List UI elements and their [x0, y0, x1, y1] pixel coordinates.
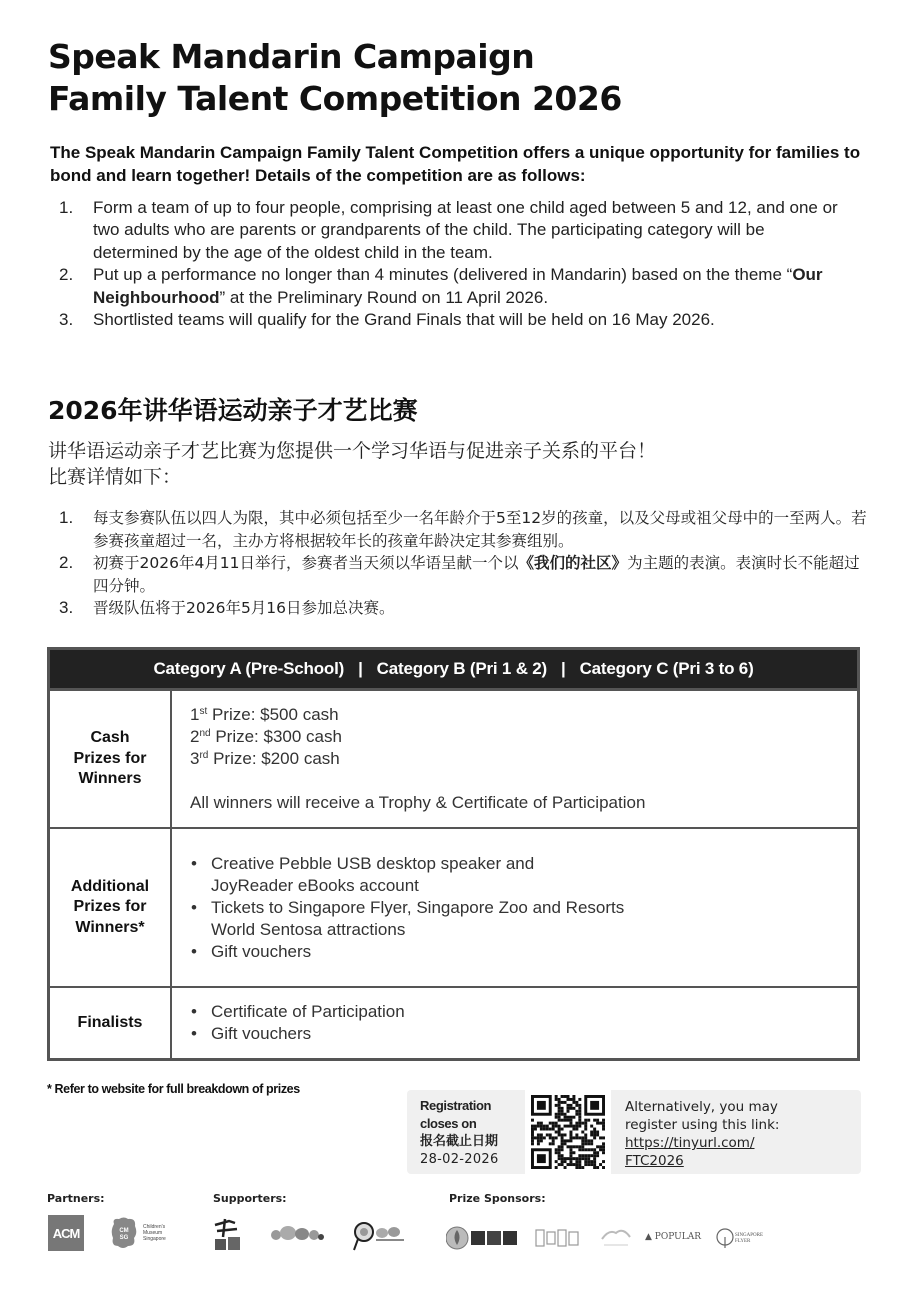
- flyer-wheel-icon: [716, 1227, 734, 1249]
- category-header: [49, 649, 859, 690]
- category-b: Category B (Pri 1 & 2): [376, 659, 548, 678]
- prize-place: 3: [190, 749, 200, 768]
- row-content: [171, 690, 859, 829]
- prize-place: 1: [190, 705, 200, 724]
- list-number: 3.: [59, 598, 74, 618]
- theme-emphasis: 《我们的社区》: [518, 554, 628, 573]
- prize-footnote: * Refer to website for full breakdown of prizes: [47, 1082, 300, 1096]
- list-number: 2.: [59, 265, 74, 285]
- row-content: [171, 987, 859, 1060]
- sponsors-label: Prize Sponsors:: [449, 1192, 546, 1205]
- list-text: 初赛于2026年4月11日举行，参赛者当天须以华语呈献一个以: [93, 554, 519, 573]
- prize-suffix: st: [199, 706, 208, 717]
- prize-table: [47, 647, 860, 1061]
- list-number: 2.: [59, 553, 74, 573]
- finalist-prize-list: [190, 1001, 857, 1045]
- prize-suffix: nd: [199, 728, 211, 739]
- qr-code-icon: [531, 1095, 605, 1169]
- alt-text: register using this link:: [625, 1117, 780, 1133]
- details-list-chinese: [50, 507, 870, 620]
- registration-box: [407, 1090, 861, 1174]
- list-item: • Tickets to Singapore Flyer, Singapore Zoo and Resorts World Sentosa attractions: [190, 897, 641, 941]
- row-label: Finalists: [49, 987, 172, 1060]
- table-row-additional-prizes: [49, 828, 859, 987]
- list-item: • Creative Pebble USB desktop speaker and JoyReader eBooks account: [190, 853, 611, 897]
- list-text: Shortlisted teams will qualify for the Grand Finals that will be held on 16 May 2026.: [93, 310, 715, 330]
- acm-logo: ACM: [48, 1215, 84, 1251]
- additional-prize-list: [190, 853, 857, 963]
- popular-text: POPULAR: [654, 1232, 701, 1242]
- cmsg-text: [143, 1224, 166, 1242]
- list-text: 为主题的表演。表演时长不能超过四分钟。: [93, 554, 860, 595]
- singapore-flyer-logo: [716, 1227, 766, 1251]
- chinese-title: 2026年讲华语运动亲子才艺比赛: [48, 396, 418, 425]
- popular-icon: ▲: [645, 1232, 655, 1242]
- category-separator: |: [358, 659, 363, 678]
- page-title: [48, 36, 622, 120]
- svg-text:SG: SG: [119, 1235, 129, 1241]
- category-c: Category C (Pri 3 to 6): [579, 659, 754, 678]
- registration-link-part[interactable]: FTC2026: [625, 1153, 684, 1169]
- list-item: • Gift vouchers: [190, 941, 857, 963]
- flyer-text: [735, 1233, 763, 1245]
- sponsor-logo-1: [446, 1225, 520, 1251]
- prize-line: [190, 704, 857, 726]
- list-item: [50, 197, 850, 264]
- table-row-finalists: [49, 987, 859, 1060]
- registration-link-part[interactable]: https://tinyurl.com/: [625, 1135, 755, 1151]
- theme-emphasis: Our Neighbourhood: [93, 265, 823, 307]
- category-separator: |: [561, 659, 566, 678]
- trophy-note: All winners will receive a Trophy & Certificate of Participation: [190, 793, 646, 812]
- svg-text:CM: CM: [119, 1228, 129, 1234]
- title-line-2: Family Talent Competition 2026: [48, 79, 622, 118]
- list-number: 1.: [59, 198, 74, 217]
- supporter-logo-3: [352, 1220, 408, 1252]
- flyer-text-line: FLYER: [735, 1239, 751, 1244]
- prize-text: Prize: $300 cash: [210, 727, 342, 746]
- cmsg-text-line: Children's: [143, 1224, 166, 1230]
- list-item: [50, 597, 870, 620]
- cmsg-text-line: Museum: [143, 1230, 163, 1236]
- list-item: • Certificate of Participation: [190, 1001, 857, 1023]
- row-label: [49, 690, 172, 829]
- row-label-text: Additional Prizes for Winners*: [70, 877, 150, 936]
- childrens-museum-logo: [110, 1216, 170, 1250]
- details-list-english: [50, 197, 850, 331]
- sponsor-logo-3: [599, 1225, 633, 1251]
- intro-english: The Speak Mandarin Campaign Family Talent Competition offers a unique opportunity for families to bond and learn together! Details of the competition are as follows:: [50, 143, 861, 185]
- row-content: [171, 828, 859, 987]
- list-text: 晋级队伍将于2026年5月16日参加总决赛。: [93, 599, 395, 618]
- prize-text: Prize: $500 cash: [207, 705, 339, 724]
- list-item: [50, 552, 870, 597]
- table-row-cash-prizes: [49, 690, 859, 829]
- registration-link[interactable]: [625, 1135, 755, 1169]
- intro-chinese-line-1: 讲华语运动亲子才艺比赛为您提供一个学习华语与促进亲子关系的平台！: [48, 440, 657, 462]
- sponsor-logo-2: [534, 1227, 580, 1249]
- list-text: ” at the Preliminary Round on 11 April 2026.: [219, 287, 549, 307]
- title-line-1: Speak Mandarin Campaign: [48, 37, 535, 76]
- list-number: 3.: [59, 310, 74, 330]
- supporter-logo-1: [213, 1217, 243, 1253]
- registration-deadline: [420, 1097, 520, 1169]
- qr-code[interactable]: [525, 1090, 611, 1174]
- cmsg-icon: [110, 1216, 138, 1250]
- prize-line: [190, 748, 857, 770]
- prize-place: 2: [190, 727, 200, 746]
- popular-logo: [645, 1232, 701, 1242]
- supporter-logo-2: [270, 1223, 326, 1245]
- row-label: [49, 828, 172, 987]
- registration-label: closes on: [420, 1116, 477, 1131]
- intro-chinese-line-2: 比赛详情如下：: [48, 466, 182, 488]
- list-text: 每支参赛队伍以四人为限，其中必须包括至少一名年龄介于5至12岁的孩童，以及父母或祖父母中的一至两人。若参赛孩童超过一名，主办方将根据较年长的孩童年龄决定其参赛组别。: [93, 509, 867, 550]
- category-a: Category A (Pre-School): [153, 659, 345, 678]
- intro-chinese: [48, 438, 868, 490]
- prize-text: Prize: $200 cash: [208, 749, 340, 768]
- registration-link-block: [625, 1098, 855, 1170]
- prize-suffix: rd: [199, 750, 209, 761]
- list-text: Put up a performance no longer than 4 minutes (delivered in Mandarin) based on the theme “: [93, 265, 793, 285]
- alt-text: Alternatively, you may: [625, 1099, 778, 1115]
- registration-label: Registration: [420, 1098, 492, 1113]
- supporters-label: Supporters:: [213, 1192, 287, 1205]
- list-item: [50, 507, 870, 552]
- list-item: • Gift vouchers: [190, 1023, 857, 1045]
- flyer-text-line: SINGAPORE: [735, 1233, 764, 1238]
- registration-label-chinese: 报名截止日期: [420, 1134, 499, 1149]
- list-item: [50, 309, 850, 331]
- partners-label: Partners:: [47, 1192, 105, 1205]
- list-text: Form a team of up to four people, comprising at least one child aged between 5 and 12, and one or two adults who are parents or grandparents of the child. The participating category will be determined by the age of the oldest child in the team.: [93, 198, 838, 262]
- row-label-text: Cash Prizes for Winners: [73, 729, 147, 788]
- registration-close-date: 28-02-2026: [420, 1152, 499, 1167]
- list-item: [50, 264, 850, 309]
- list-number: 1.: [59, 508, 74, 527]
- cmsg-text-line: Singapore: [143, 1236, 166, 1242]
- prize-line: [190, 726, 857, 748]
